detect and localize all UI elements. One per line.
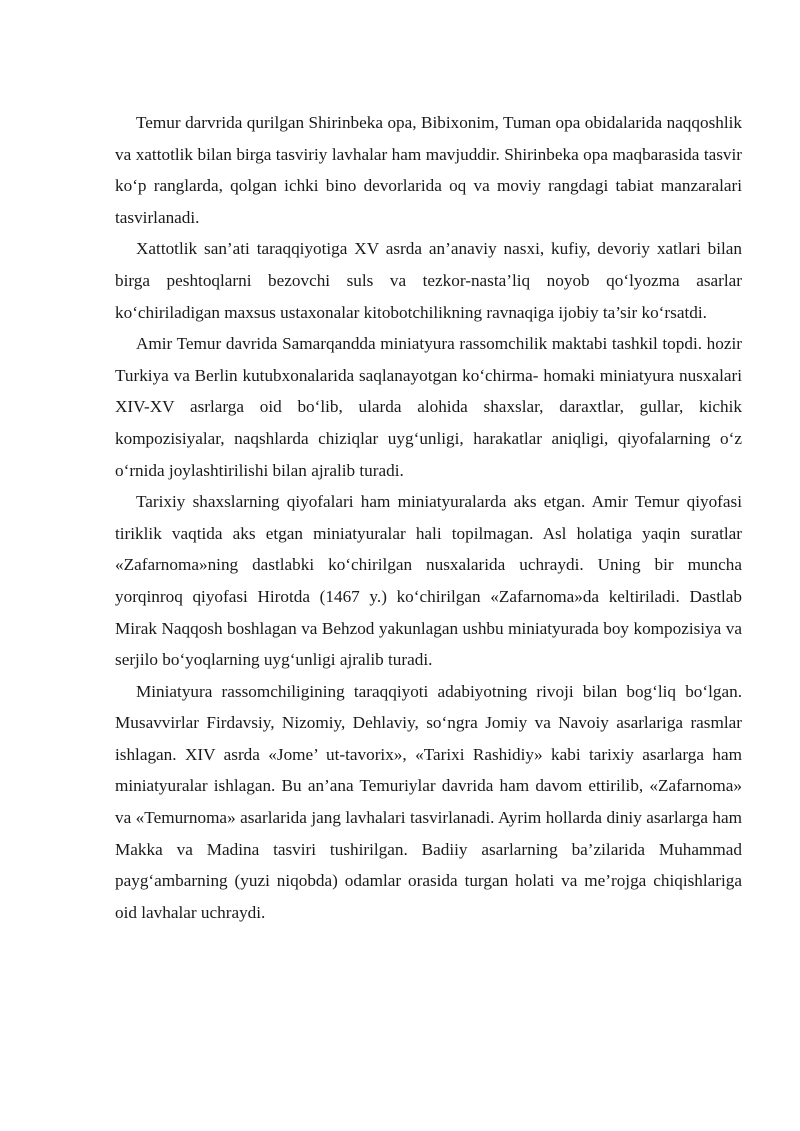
paragraph-temur-era-decorations: Temur darvrida qurilgan Shirinbeka opa, Bibixonim, Tuman opa obidalarida naqqoshlik va xattotlik bilan birga tasviriy lavhalar ham mavjuddir. Shirinbeka opa maqbarasida tasvir ko‘p ranglarda, qolgan ichki bino devorlarida oq va moviy rangdagi tabiat manzaralari tasvirlanadi. <box>115 113 742 227</box>
paragraph-calligraphy: Xattotlik san’ati taraqqiyotiga XV asrda an’anaviy nasxi, kufiy, devoriy xatlari bilan birga peshtoqlarni bezovchi suls va tezkor-nasta’liq noyob qo‘lyozma asarlar ko‘chiriladigan maxsus ustaxonalar kitobotchilikning ravnaqiga ijobiy ta’sir ko‘rsatdi. <box>115 239 742 322</box>
paragraph-miniature-literature: Miniatyura rassomchiligining taraqqiyoti adabiyotning rivoji bilan bog‘liq bo‘lgan. Musavvirlar Firdavsiy, Nizomiy, Dehlaviy, so‘ngra Jomiy va Navoiy asarlariga rasmlar ishlagan. XIV asrda «Jome’ ut-tavorix», «Tarixi Rashidiy» kabi tarixiy asarlarga ham miniatyuralar ishlagan. Bu an’ana Temuriylar davrida ham davom ettirilib, «Zafarnoma» va «Temurnoma» asarlarida jang lavhalari tasvirlanadi. Ayrim hollarda diniy asarlarga ham Makka va Madina tasviri tushirilgan. Badiiy asarlarning ba’zilarida Muhammad payg‘ambarning (yuzi niqobda) odamlar orasida turgan holati va me’rojga chiqishlariga oid lavhalar uchraydi. <box>115 681 742 922</box>
paragraph-historical-portraits: Tarixiy shaxslarning qiyofalari ham miniatyuralarda aks etgan. Amir Temur qiyofasi tiriklik vaqtida aks etgan miniatyuralar hali topilmagan. Asl holatiga yaqin suratlar «Zafarnoma»ning dastlabki ko‘chirilgan nusxalarida uchraydi. Uning bir muncha yorqinroq qiyofasi Hirotda (1467 y.) ko‘chirilgan «Zafarnoma»da keltiriladi. Dastlab Mirak Naqqosh boshlagan va Behzod yakunlagan ushbu miniatyurada boy kompozisiya va serjilo bo‘yoqlarning uyg‘unligi ajralib turadi. <box>115 492 742 670</box>
paragraph-miniature-school: Amir Temur davrida Samarqandda miniatyura rassomchilik maktabi tashkil topdi. hozir Turkiya va Berlin kutubxonalarida saqlanayotgan ko‘chirma- homaki miniatyura nusxalari XIV-XV asrlarga oid bo‘lib, ularda alohida shaxslar, daraxtlar, gullar, kichik kompozisiyalar, naqshlarda chiziqlar uyg‘unligi, harakatlar aniqligi, qiyofalarning o‘z o‘rnida joylashtirilishi bilan ajralib turadi. <box>115 334 742 480</box>
document-body <box>115 107 742 928</box>
